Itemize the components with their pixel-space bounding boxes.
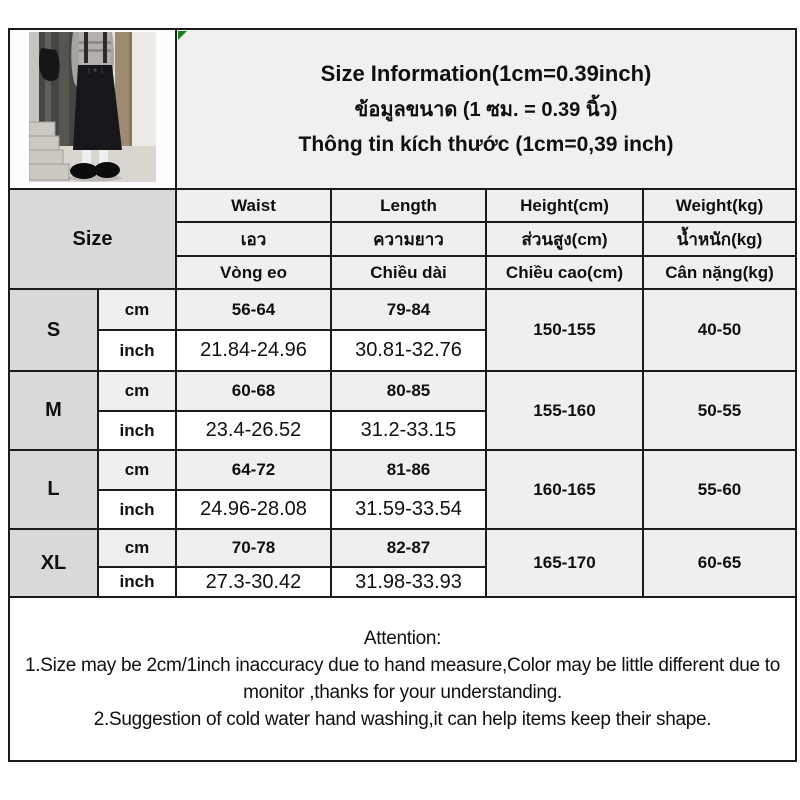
height-xl: 165-170 (486, 529, 643, 597)
attention-note-1: 1.Size may be 2cm/1inch inaccuracy due to hand measure,Color may be little different due to monitor ,thanks for your understanding. (25, 655, 780, 703)
weight-l: 55-60 (643, 450, 796, 529)
size-cell-m: M (9, 371, 98, 450)
product-photo-cell (9, 29, 176, 189)
height-header-vi: Chiều cao(cm) (486, 256, 643, 289)
row-s-cm (9, 289, 796, 330)
waist-cm-m: 60-68 (176, 371, 331, 411)
waist-inch-xl: 27.3-30.42 (176, 567, 331, 597)
attention-text (10, 625, 795, 733)
length-cm-m: 80-85 (331, 371, 486, 411)
height-header-th: ส่วนสูง(cm) (486, 222, 643, 256)
unit-inch-label: inch (98, 330, 176, 371)
length-cm-l: 81-86 (331, 450, 486, 490)
length-cm-xl: 82-87 (331, 529, 486, 567)
attention-heading: Attention: (363, 628, 442, 649)
row-xl-cm (9, 529, 796, 567)
title-vietnamese: Thông tin kích thước (1cm=0,39 inch) (298, 132, 674, 156)
unit-inch-label: inch (98, 490, 176, 529)
waist-inch-s: 21.84-24.96 (176, 330, 331, 371)
banner-row (9, 29, 796, 189)
waist-header-th: เอว (176, 222, 331, 256)
unit-inch-label: inch (98, 567, 176, 597)
length-header-en: Length (331, 189, 486, 222)
height-header-en: Height(cm) (486, 189, 643, 222)
length-inch-s: 30.81-32.76 (331, 330, 486, 371)
title-english: Size Information(1cm=0.39inch) (320, 60, 652, 86)
unit-cm-label: cm (98, 450, 176, 490)
unit-inch-label: inch (98, 411, 176, 450)
waist-cm-l: 64-72 (176, 450, 331, 490)
header-row-english (9, 189, 796, 222)
waist-cm-s: 56-64 (176, 289, 331, 330)
title-cell (176, 29, 796, 189)
waist-inch-m: 23.4-26.52 (176, 411, 331, 450)
row-l-cm (9, 450, 796, 490)
length-inch-l: 31.59-33.54 (331, 490, 486, 529)
attention-cell (9, 597, 796, 761)
weight-s: 40-50 (643, 289, 796, 371)
height-s: 150-155 (486, 289, 643, 371)
size-cell-xl: XL (9, 529, 98, 597)
row-m-cm (9, 371, 796, 411)
height-m: 155-160 (486, 371, 643, 450)
waist-header-vi: Vòng eo (176, 256, 331, 289)
weight-header-vi: Cân nặng(kg) (643, 256, 796, 289)
length-header-vi: Chiều dài (331, 256, 486, 289)
waist-cm-xl: 70-78 (176, 529, 331, 567)
weight-header-en: Weight(kg) (643, 189, 796, 222)
size-cell-l: L (9, 450, 98, 529)
unit-cm-label: cm (98, 529, 176, 567)
weight-xl: 60-65 (643, 529, 796, 597)
weight-m: 50-55 (643, 371, 796, 450)
cell-flag-icon (178, 31, 187, 40)
length-inch-xl: 31.98-33.93 (331, 567, 486, 597)
title-thai: ข้อมูลขนาด (1 ซม. = 0.39 นิ้ว) (354, 98, 618, 121)
product-photo (29, 32, 156, 182)
length-inch-m: 31.2-33.15 (331, 411, 486, 450)
size-cell-s: S (9, 289, 98, 371)
attention-row (9, 597, 796, 761)
corner-size-header: Size (9, 189, 176, 289)
size-chart-table (8, 28, 797, 762)
waist-inch-l: 24.96-28.08 (176, 490, 331, 529)
height-l: 160-165 (486, 450, 643, 529)
attention-note-2: 2.Suggestion of cold water hand washing,it can help items keep their shape. (93, 709, 712, 730)
unit-cm-label: cm (98, 371, 176, 411)
unit-cm-label: cm (98, 289, 176, 330)
weight-header-th: น้ำหนัก(kg) (643, 222, 796, 256)
length-header-th: ความยาว (331, 222, 486, 256)
length-cm-s: 79-84 (331, 289, 486, 330)
waist-header-en: Waist (176, 189, 331, 222)
